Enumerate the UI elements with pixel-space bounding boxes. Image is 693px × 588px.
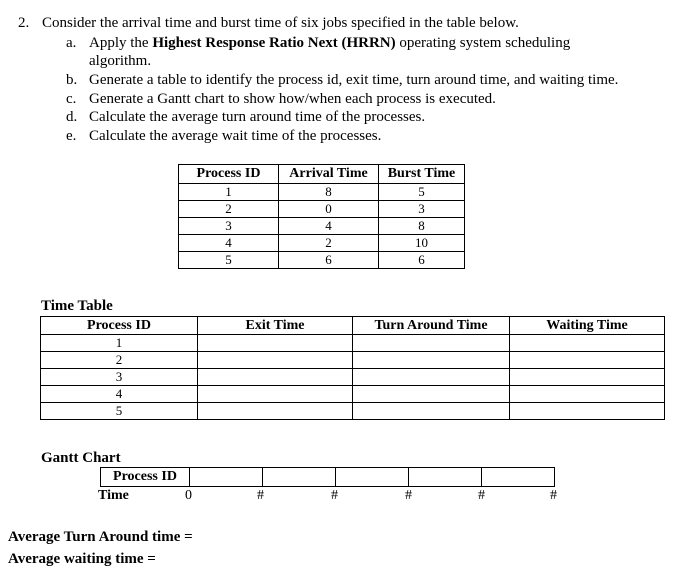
table-cell (510, 335, 665, 352)
item-b-label: b. (66, 72, 78, 88)
gantt-tick: 0 (185, 488, 192, 503)
table-row (41, 352, 665, 369)
average-turnaround-label: Average Turn Around time = (8, 529, 193, 545)
table-cell: 0 (279, 201, 379, 218)
gantt-tick: # (331, 488, 338, 503)
gantt-row-label: Process ID (100, 467, 190, 487)
table-cell (510, 352, 665, 369)
table-cell: 3 (179, 218, 279, 235)
jobs-header-arrival: Arrival Time (279, 165, 379, 184)
table-cell (198, 369, 353, 386)
table-cell: 5 (41, 403, 198, 420)
table-cell: 1 (179, 184, 279, 201)
table-cell (198, 335, 353, 352)
gantt-tick: # (478, 488, 485, 503)
question-number: 2. (18, 15, 30, 31)
table-cell: 3 (41, 369, 198, 386)
table-cell: 10 (379, 235, 465, 252)
average-waiting-label: Average waiting time = (8, 551, 156, 567)
table-row (41, 386, 665, 403)
item-e-text: Calculate the average wait time of the processes. (89, 128, 382, 144)
table-cell: 4 (279, 218, 379, 235)
item-d (66, 109, 666, 129)
item-a-post: operating system scheduling (395, 35, 571, 51)
table-cell (510, 403, 665, 420)
table-cell (353, 403, 510, 420)
table-cell: 4 (179, 235, 279, 252)
time-table (40, 316, 665, 420)
time-header-turnaround: Turn Around Time (353, 317, 510, 335)
gantt-cell (409, 467, 482, 487)
table-cell (510, 386, 665, 403)
item-e-label: e. (66, 128, 77, 144)
gantt-tick: # (550, 488, 557, 503)
item-d-text: Calculate the average turn around time of the processes. (89, 109, 426, 125)
item-b-text: Generate a table to identify the process id, exit time, turn around time, and waiting time. (89, 72, 619, 88)
item-a-cont: algorithm. (89, 53, 152, 69)
table-row (41, 403, 665, 420)
question-intro: Consider the arrival time and burst time of six jobs specified in the table below. (42, 15, 519, 31)
item-c-label: c. (66, 91, 77, 107)
table-row (179, 184, 465, 201)
table-row (41, 369, 665, 386)
item-a (66, 35, 666, 55)
gantt-title: Gantt Chart (41, 450, 121, 466)
item-a-label: a. (66, 35, 77, 51)
table-cell (198, 352, 353, 369)
jobs-header-process-id: Process ID (179, 165, 279, 184)
table-cell: 6 (279, 252, 379, 269)
time-header-process-id: Process ID (41, 317, 198, 335)
jobs-table (178, 164, 465, 269)
table-cell: 8 (379, 218, 465, 235)
gantt-tick: # (257, 488, 264, 503)
jobs-header-burst: Burst Time (379, 165, 465, 184)
table-row (179, 218, 465, 235)
gantt-cell (336, 467, 409, 487)
time-header-exit: Exit Time (198, 317, 353, 335)
table-cell: 3 (379, 201, 465, 218)
table-cell (510, 369, 665, 386)
item-a-bold: Highest Response Ratio Next (HRRN) (152, 35, 396, 51)
table-cell (353, 335, 510, 352)
table-cell (353, 369, 510, 386)
table-cell: 2 (41, 352, 198, 369)
table-cell (198, 403, 353, 420)
table-cell (353, 386, 510, 403)
table-row (179, 252, 465, 269)
gantt-cell (263, 467, 336, 487)
time-table-title: Time Table (41, 298, 113, 314)
table-cell (198, 386, 353, 403)
table-row (179, 201, 465, 218)
table-row (41, 335, 665, 352)
item-c-text: Generate a Gantt chart to show how/when each process is executed. (89, 91, 496, 107)
item-a-pre: Apply the (89, 35, 153, 51)
table-cell: 1 (41, 335, 198, 352)
table-cell: 5 (379, 184, 465, 201)
table-cell: 2 (179, 201, 279, 218)
item-b (66, 72, 686, 92)
item-c (66, 91, 666, 111)
gantt-tick: # (405, 488, 412, 503)
gantt-time-label: Time (98, 488, 129, 503)
time-header-waiting: Waiting Time (510, 317, 665, 335)
gantt-cell (482, 467, 555, 487)
gantt-cell (190, 467, 263, 487)
table-cell: 4 (41, 386, 198, 403)
table-cell: 6 (379, 252, 465, 269)
table-cell (353, 352, 510, 369)
table-cell: 2 (279, 235, 379, 252)
item-e (66, 128, 666, 148)
table-row (179, 235, 465, 252)
table-cell: 8 (279, 184, 379, 201)
table-cell: 5 (179, 252, 279, 269)
item-d-label: d. (66, 109, 78, 125)
